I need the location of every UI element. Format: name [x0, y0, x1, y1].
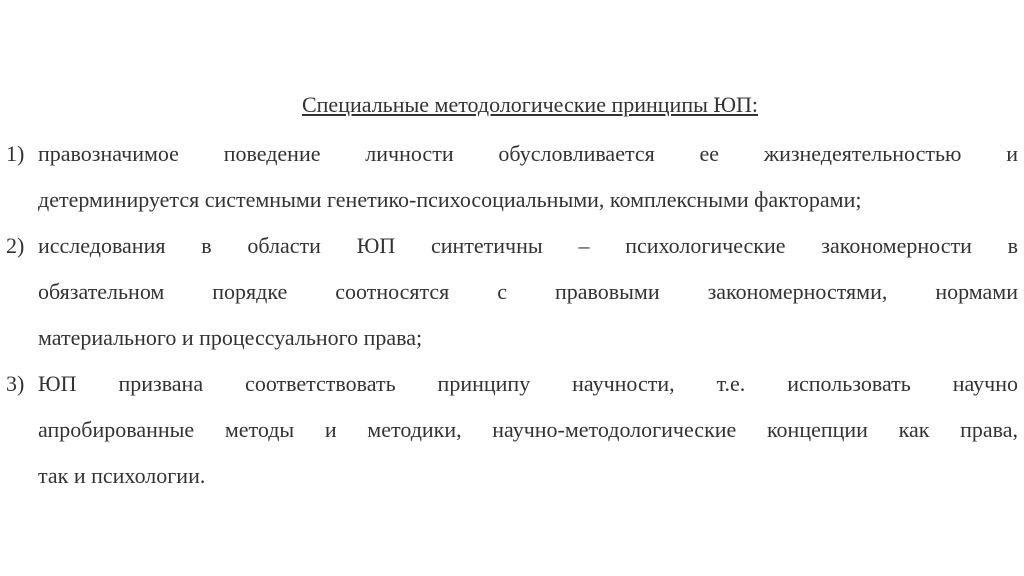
list-item-2: [6, 223, 1018, 361]
list-item-3: [6, 361, 1018, 499]
slide-heading: Специальные методологические принципы ЮП:: [301, 92, 758, 117]
text-line: материального и процессуального права;: [38, 325, 423, 350]
principles-list: [6, 131, 1018, 499]
text-line: исследования в области ЮП синтетичны – психологические закономерности в: [38, 233, 1018, 258]
list-item-number: 2): [6, 233, 25, 258]
text-line: апробированные методы и методики, научно-методологические концепции как права,: [38, 417, 1018, 442]
list-item-text: [38, 131, 1018, 223]
text-line: детерминируется системными генетико-психосоциальными, комплексными факторами;: [38, 187, 862, 212]
list-item-number: 3): [6, 371, 25, 396]
text-line: правозначимое поведение личности обусловливается ее жизнедеятельностью и: [38, 141, 1018, 166]
text-line: так и психологии.: [38, 463, 206, 488]
text-line: ЮП призвана соответствовать принципу научности, т.е. использовать научно: [38, 371, 1018, 396]
list-item-text: [38, 361, 1018, 499]
list-item-text: [38, 223, 1018, 361]
text-line: обязательном порядке соотносятся с правовыми закономерностями, нормами: [38, 279, 1018, 304]
list-item-1: [6, 131, 1018, 223]
list-item-number: 1): [6, 141, 25, 166]
